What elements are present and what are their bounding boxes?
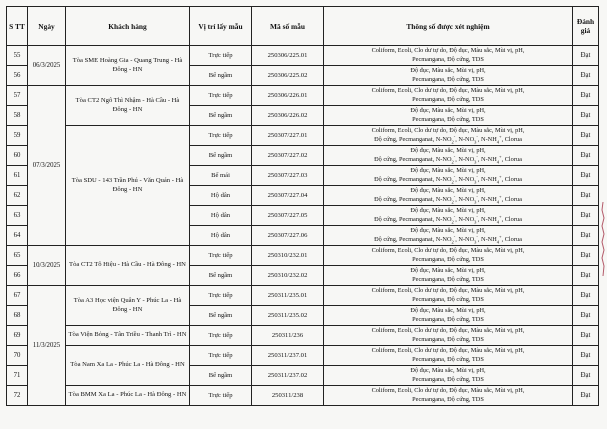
cell-sample-code: 250311/235.02 [252, 306, 324, 326]
cell-result: Đạt [573, 126, 599, 146]
cell-sample-code: 250307/227.05 [252, 206, 324, 226]
subscript: 2 [451, 218, 454, 224]
cell-sample-code: 250306/225.01 [252, 46, 324, 66]
cell-location: Trực tiếp [190, 46, 252, 66]
cell-params [324, 226, 573, 246]
cell-result: Đạt [573, 206, 599, 226]
cell-params [324, 186, 573, 206]
cell-result: Đạt [573, 286, 599, 306]
superscript: + [499, 173, 502, 179]
cell-stt: 62 [7, 186, 28, 206]
param-line: Pecmangana, Độ cứng, TDS [412, 275, 484, 283]
param-text: , N-NH [477, 195, 497, 203]
param-text: , Clorua [501, 155, 522, 163]
subscript: 2 [451, 138, 454, 144]
cell-date: 10/3/2025 [28, 246, 66, 286]
cell-stt: 57 [7, 86, 28, 106]
param-line: Pecmangana, Độ cứng, TDS [412, 255, 484, 263]
param-text: , N-NO [455, 235, 475, 243]
cell-stt: 69 [7, 326, 28, 346]
param-line: Coliform, Ecoli, Clo dư tự do, Độ đục, Màu sắc, Mùi vị, pH, [371, 127, 525, 135]
param-line: Pecmangana, Độ cứng, TDS [412, 355, 484, 363]
subscript: 3 [474, 138, 477, 144]
cell-stt: 60 [7, 146, 28, 166]
cell-location: Bể ngầm [190, 366, 252, 386]
cell-sample-code: 250306/226.02 [252, 106, 324, 126]
cell-location: Bể mái [190, 166, 252, 186]
cell-params [324, 346, 573, 366]
param-line: Coliform, Ecoli, Clo dư tự do, Độ đục, Màu sắc, Mùi vị, pH, [371, 87, 525, 95]
cell-location: Trực tiếp [190, 126, 252, 146]
table-row [7, 46, 599, 66]
cell-sample-code: 250307/227.04 [252, 186, 324, 206]
cell-date: 06/3/2025 [28, 46, 66, 86]
param-line: Coliform, Ecoli, Clo dư tự do, Độ đục, Màu sắc, Mùi vị, pH, [371, 247, 525, 255]
cell-stt: 64 [7, 226, 28, 246]
param-line: Pecmangana, Độ cứng, TDS [412, 55, 484, 63]
cell-client: Tòa CT2 Tô Hiệu - Hà Cầu - Hà Đông - HN [66, 246, 190, 286]
param-line: Độ đục, Màu sắc, Mùi vị, pH, [410, 67, 486, 75]
cell-result: Đạt [573, 306, 599, 326]
cell-location: Bể ngầm [190, 306, 252, 326]
param-text: , Clorua [501, 235, 522, 243]
superscript: - [453, 233, 456, 239]
cell-result: Đạt [573, 346, 599, 366]
subscript: 4 [496, 238, 500, 244]
cell-result: Đạt [573, 66, 599, 86]
param-line: Độ đục, Màu sắc, Mùi vị, pH, [410, 107, 486, 115]
cell-stt: 71 [7, 366, 28, 386]
param-line: Độ đục, Màu sắc, Mùi vị, pH, [410, 187, 486, 195]
cell-params [324, 386, 573, 406]
param-text: Độ cứng, Pecmanganat, N-NO [374, 195, 452, 203]
param-text: , N-NO [455, 215, 475, 223]
subscript: 2 [451, 178, 454, 184]
cell-stt: 61 [7, 166, 28, 186]
table-row [7, 386, 599, 406]
table-row [7, 126, 599, 146]
param-line: Độ đục, Màu sắc, Mùi vị, pH, [410, 367, 486, 375]
cell-stt: 56 [7, 66, 28, 86]
cell-sample-code: 250311/238 [252, 386, 324, 406]
superscript: - [453, 133, 456, 139]
cell-params [324, 306, 573, 326]
cell-result: Đạt [573, 366, 599, 386]
param-line [326, 233, 570, 244]
cell-result: Đạt [573, 246, 599, 266]
cell-params [324, 326, 573, 346]
cell-result: Đạt [573, 386, 599, 406]
param-line: Độ đục, Màu sắc, Mùi vị, pH, [410, 307, 486, 315]
cell-client: Tòa CT2 Ngô Thì Nhậm - Hà Cầu - Hà Đông - HN [66, 86, 190, 126]
table-row [7, 286, 599, 306]
subscript: 3 [474, 218, 477, 224]
test-results-table [6, 6, 599, 406]
param-text: , N-NH [477, 235, 497, 243]
param-text: Độ cứng, Pecmanganat, N-NO [374, 155, 452, 163]
superscript: + [499, 233, 502, 239]
subscript: 4 [496, 138, 500, 144]
superscript: + [499, 213, 502, 219]
cell-sample-code: 250307/227.06 [252, 226, 324, 246]
superscript: - [453, 153, 456, 159]
param-line [326, 133, 570, 144]
cell-params [324, 106, 573, 126]
param-text: , N-NO [455, 195, 475, 203]
cell-result: Đạt [573, 166, 599, 186]
cell-sample-code: 250307/227.01 [252, 126, 324, 146]
superscript: - [476, 153, 478, 159]
param-text: Độ cứng, Pecmanganat, N-NO [374, 235, 452, 243]
cell-result: Đạt [573, 226, 599, 246]
cell-location: Bể ngầm [190, 146, 252, 166]
cell-sample-code: 250307/227.02 [252, 146, 324, 166]
cell-params [324, 46, 573, 66]
param-line: Pecmangana, Độ cứng, TDS [412, 375, 484, 383]
cell-client: Tòa SDU - 143 Trần Phú - Văn Quán - Hà Đông - HN [66, 126, 190, 246]
superscript: + [499, 193, 502, 199]
param-line: Coliform, Ecoli, Clo dư tự do, Độ đục, Màu sắc, Mùi vị, pH, [371, 327, 525, 335]
cell-stt: 66 [7, 266, 28, 286]
cell-params [324, 286, 573, 306]
param-line [326, 193, 570, 204]
cell-result: Đạt [573, 46, 599, 66]
param-line: Pecmangana, Độ cứng, TDS [412, 95, 484, 103]
cell-location: Bể ngầm [190, 106, 252, 126]
cell-params [324, 146, 573, 166]
cell-params [324, 206, 573, 226]
cell-sample-code: 250311/237.01 [252, 346, 324, 366]
table-row [7, 326, 599, 346]
table-row [7, 246, 599, 266]
cell-location: Trực tiếp [190, 286, 252, 306]
superscript: - [453, 173, 456, 179]
header-params: Thông số được xét nghiệm [324, 7, 573, 46]
cell-sample-code: 250311/237.02 [252, 366, 324, 386]
param-line: Độ đục, Màu sắc, Mùi vị, pH, [410, 227, 486, 235]
cell-client: Tòa Nam Xa La - Phúc La - Hà Đông - HN [66, 346, 190, 386]
header-location: Vị trí lấy mẫu [190, 7, 252, 46]
param-line: Pecmangana, Độ cứng, TDS [412, 395, 484, 403]
cell-stt: 68 [7, 306, 28, 326]
cell-client: Tòa A3 Học viện Quân Y - Phúc La - Hà Đông - HN [66, 286, 190, 326]
cell-sample-code: 250306/225.02 [252, 66, 324, 86]
param-text: , N-NH [477, 215, 497, 223]
subscript: 3 [474, 178, 477, 184]
cell-stt: 72 [7, 386, 28, 406]
cell-params [324, 246, 573, 266]
cell-params [324, 166, 573, 186]
param-line [326, 173, 570, 184]
cell-result: Đạt [573, 186, 599, 206]
param-line: Pecmangana, Độ cứng, TDS [412, 295, 484, 303]
subscript: 4 [496, 218, 500, 224]
subscript: 2 [451, 198, 454, 204]
subscript: 2 [451, 158, 454, 164]
cell-sample-code: 250311/236 [252, 326, 324, 346]
cell-params [324, 366, 573, 386]
subscript: 3 [474, 198, 477, 204]
param-line: Coliform, Ecoli, Clo dư tự do, Độ đục, Màu sắc, Mùi vị, pH, [371, 47, 525, 55]
header-sample-code: Mã số mẫu [252, 7, 324, 46]
cell-sample-code: 250310/232.01 [252, 246, 324, 266]
cell-sample-code: 250306/226.01 [252, 86, 324, 106]
cell-result: Đạt [573, 266, 599, 286]
cell-location: Hộ dân [190, 226, 252, 246]
cell-client: Tòa SME Hoàng Gia - Quang Trung - Hà Đông - HN [66, 46, 190, 86]
cell-client: Tòa Viện Bỏng - Tân Triều - Thanh Trì - HN [66, 326, 190, 346]
param-line: Coliform, Ecoli, Clo dư tự do, Độ đục, Màu sắc, Mùi vị, pH, [371, 347, 525, 355]
param-line: Độ đục, Màu sắc, Mùi vị, pH, [410, 267, 486, 275]
cell-params [324, 66, 573, 86]
subscript: 4 [496, 198, 500, 204]
param-text: Độ cứng, Pecmanganat, N-NO [374, 135, 452, 143]
cell-params [324, 86, 573, 106]
param-line: Độ đục, Màu sắc, Mùi vị, pH, [410, 147, 486, 155]
cell-stt: 58 [7, 106, 28, 126]
param-text: , N-NH [477, 175, 497, 183]
superscript: - [476, 233, 478, 239]
param-text: , N-NO [455, 155, 475, 163]
superscript: - [476, 193, 478, 199]
subscript: 4 [496, 158, 500, 164]
header-row [7, 7, 599, 46]
param-line: Coliform, Ecoli, Clo dư tự do, Độ đục, Màu sắc, Mùi vị, pH, [371, 387, 525, 395]
param-text: , Clorua [501, 215, 522, 223]
cell-location: Hộ dân [190, 206, 252, 226]
header-result: Đánh giá [573, 7, 599, 46]
cell-date: 11/3/2025 [28, 286, 66, 406]
superscript: - [453, 213, 456, 219]
cell-location: Trực tiếp [190, 246, 252, 266]
param-line [326, 153, 570, 164]
cell-result: Đạt [573, 106, 599, 126]
param-text: , N-NO [455, 175, 475, 183]
margin-handwriting [599, 200, 607, 280]
cell-sample-code: 250307/227.03 [252, 166, 324, 186]
cell-location: Hộ dân [190, 186, 252, 206]
table-row [7, 86, 599, 106]
param-text: , Clorua [501, 175, 522, 183]
param-text: Độ cứng, Pecmanganat, N-NO [374, 215, 452, 223]
param-line: Pecmangana, Độ cứng, TDS [412, 75, 484, 83]
subscript: 3 [474, 158, 477, 164]
superscript: - [453, 193, 456, 199]
cell-location: Bể ngầm [190, 266, 252, 286]
param-text: , N-NH [477, 155, 497, 163]
cell-date: 07/3/2025 [28, 86, 66, 246]
param-text: , Clorua [501, 135, 522, 143]
cell-sample-code: 250310/232.02 [252, 266, 324, 286]
cell-stt: 65 [7, 246, 28, 266]
cell-location: Trực tiếp [190, 346, 252, 366]
superscript: - [476, 213, 478, 219]
cell-result: Đạt [573, 86, 599, 106]
cell-location: Bể ngầm [190, 66, 252, 86]
cell-location: Trực tiếp [190, 386, 252, 406]
header-date: Ngày [28, 7, 66, 46]
cell-params [324, 266, 573, 286]
subscript: 4 [496, 178, 500, 184]
superscript: + [499, 133, 502, 139]
cell-client: Tòa BMM Xa La - Phúc La - Hà Đông - HN [66, 386, 190, 406]
param-text: , N-NH [477, 135, 497, 143]
cell-stt: 55 [7, 46, 28, 66]
superscript: - [476, 133, 478, 139]
param-line [326, 213, 570, 224]
param-line: Pecmangana, Độ cứng, TDS [412, 315, 484, 323]
param-line: Độ đục, Màu sắc, Mùi vị, pH, [410, 207, 486, 215]
param-text: , N-NO [455, 135, 475, 143]
header-stt: S TT [7, 7, 28, 46]
cell-result: Đạt [573, 326, 599, 346]
param-line: Pecmangana, Độ cứng, TDS [412, 335, 484, 343]
cell-stt: 63 [7, 206, 28, 226]
cell-stt: 67 [7, 286, 28, 306]
subscript: 3 [474, 238, 477, 244]
cell-stt: 70 [7, 346, 28, 366]
cell-result: Đạt [573, 146, 599, 166]
superscript: - [476, 173, 478, 179]
cell-location: Trực tiếp [190, 86, 252, 106]
cell-stt: 59 [7, 126, 28, 146]
cell-params [324, 126, 573, 146]
param-line: Độ đục, Màu sắc, Mùi vị, pH, [410, 167, 486, 175]
table-row [7, 346, 599, 366]
superscript: + [499, 153, 502, 159]
param-line: Coliform, Ecoli, Clo dư tự do, Độ đục, Màu sắc, Mùi vị, pH, [371, 287, 525, 295]
param-line: Pecmangana, Độ cứng, TDS [412, 115, 484, 123]
header-client: Khách hàng [66, 7, 190, 46]
param-text: Độ cứng, Pecmanganat, N-NO [374, 175, 452, 183]
subscript: 2 [451, 238, 454, 244]
cell-sample-code: 250311/235.01 [252, 286, 324, 306]
cell-location: Trực tiếp [190, 326, 252, 346]
param-text: , Clorua [501, 195, 522, 203]
